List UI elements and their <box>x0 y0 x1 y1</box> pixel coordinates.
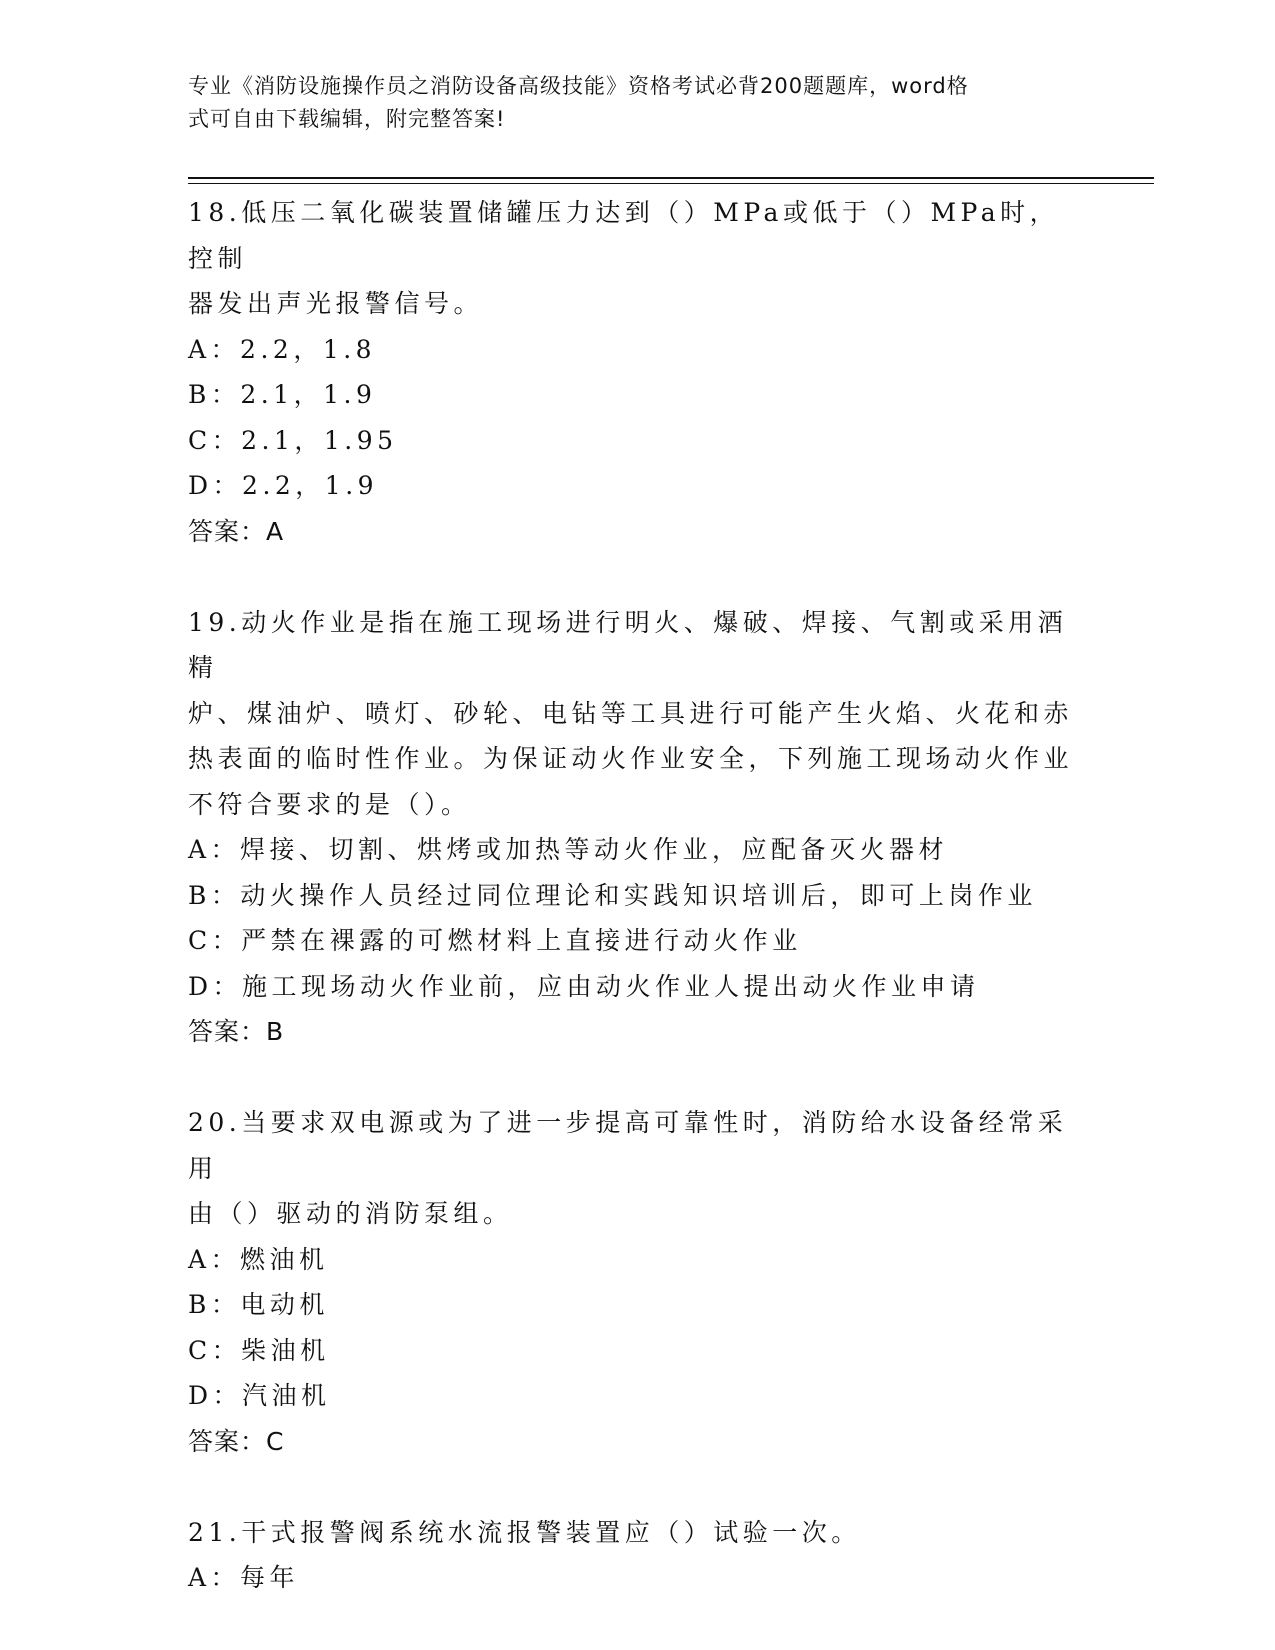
option-a: A：燃油机 <box>188 1244 329 1274</box>
question-text-line: 由（）驱动的消防泵组。 <box>188 1199 513 1228</box>
option-c: C：2.1，1.95 <box>188 425 398 455</box>
option-b: B：2.1，1.9 <box>188 380 377 409</box>
option-b: B：电动机 <box>188 1290 329 1319</box>
option-d: D：施工现场动火作业前，应由动火作业人提出动火作业申请 <box>188 971 980 1001</box>
answer: 答案：A <box>188 516 285 546</box>
question-text-line: 19.动火作业是指在施工现场进行明火、爆破、焊接、气割或采用酒精 <box>188 607 1068 682</box>
question-text-line: 21.干式报警阀系统水流报警装置应（）试验一次。 <box>188 1517 861 1547</box>
option-a: A：2.2，1.8 <box>188 334 377 364</box>
header-line-1: 专业《消防设施操作员之消防设备高级技能》资格考试必背200题题库，word格 <box>188 74 969 98</box>
question-18 <box>188 190 1088 554</box>
question-text-line: 18.低压二氧化碳装置储罐压力达到（）MPa或低于（）MPa时，控制 <box>188 198 1060 273</box>
option-a: A：每年 <box>188 1563 300 1592</box>
option-c: C：柴油机 <box>188 1335 330 1365</box>
question-text-line: 不符合要求的是（）。 <box>188 789 471 819</box>
question-text-line: 炉、煤油炉、喷灯、砂轮、电钻等工具进行可能产生火焰、火花和赤 <box>188 698 1074 728</box>
question-text-line: 器发出声光报警信号。 <box>188 289 484 318</box>
header-line-2: 式可自由下载编辑，附完整答案! <box>188 107 506 131</box>
question-text-line: 20.当要求双电源或为了进一步提高可靠性时，消防给水设备经常采用 <box>188 1108 1068 1183</box>
question-21 <box>188 1510 1088 1601</box>
header-divider-thin <box>188 183 1154 184</box>
option-d: D：汽油机 <box>188 1381 331 1410</box>
document-header <box>188 70 1088 136</box>
question-19 <box>188 600 1088 1055</box>
question-20 <box>188 1100 1088 1464</box>
option-a: A：焊接、切割、烘烤或加热等动火作业，应配备灭火器材 <box>188 835 949 864</box>
option-c: C：严禁在裸露的可燃材料上直接进行动火作业 <box>188 926 802 955</box>
option-b: B：动火操作人员经过同位理论和实践知识培训后，即可上岗作业 <box>188 880 1037 910</box>
question-list <box>188 190 1088 1601</box>
answer: 答案：C <box>188 1426 285 1456</box>
question-text-line: 热表面的临时性作业。为保证动火作业安全，下列施工现场动火作业 <box>188 744 1074 773</box>
answer: 答案：B <box>188 1017 285 1046</box>
header-divider <box>188 177 1154 179</box>
option-d: D：2.2，1.9 <box>188 471 379 500</box>
